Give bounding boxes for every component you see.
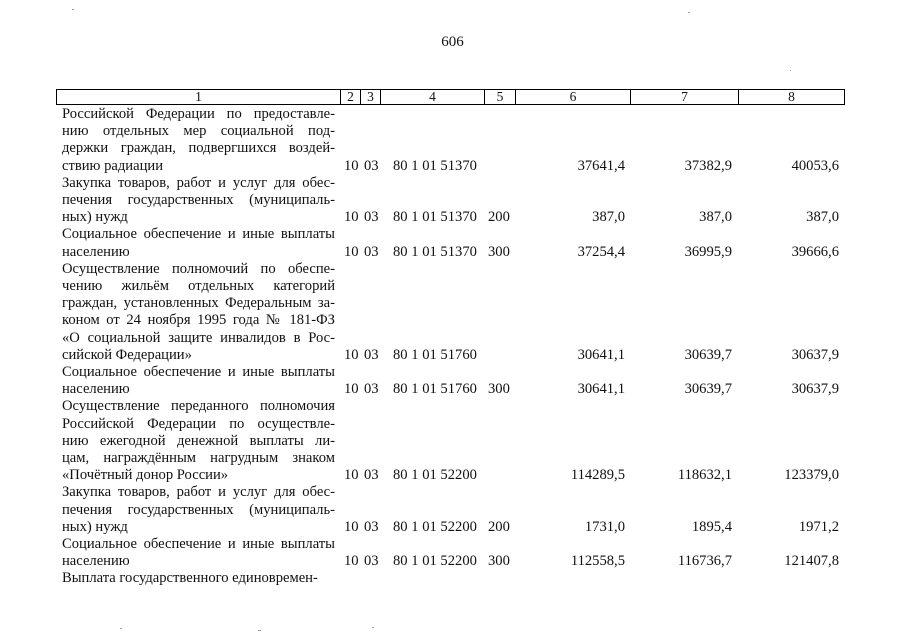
cell-v7: 118632,1: [677, 467, 732, 484]
cell-pr: 03: [364, 518, 379, 535]
cell-pr: 03: [364, 157, 379, 174]
cell-v6: 30641,1: [577, 346, 625, 363]
cell-v6: 37641,4: [577, 157, 625, 174]
header-cell-4: 4: [381, 90, 485, 104]
cell-rz: 10: [344, 157, 359, 174]
cell-rz: 10: [344, 381, 359, 398]
cell-v7: 36995,9: [684, 243, 732, 260]
row-description: [62, 106, 335, 175]
row-description: [62, 364, 335, 398]
cell-v6: 37254,4: [577, 243, 625, 260]
cell-v7: 30639,7: [684, 381, 732, 398]
row-description-line: Осуществление полномочий по обеспе-: [62, 260, 335, 277]
header-cell-5: 5: [485, 90, 516, 104]
cell-csr: 80 1 01 51370: [393, 157, 477, 174]
row-description-line: Российской Федерации по осуществле-: [62, 415, 335, 432]
row-description-line: ствию радиации: [62, 157, 164, 174]
row-description: [62, 398, 335, 484]
cell-v7: 30639,7: [684, 346, 732, 363]
cell-v8: 123379,0: [784, 467, 839, 484]
cell-v8: 121407,8: [784, 553, 839, 570]
row-description: [62, 226, 335, 260]
cell-csr: 80 1 01 52200: [393, 553, 477, 570]
cell-v8: 39666,6: [791, 243, 839, 260]
cell-pr: 03: [364, 467, 379, 484]
cell-vr: 200: [488, 209, 510, 226]
cell-rz: 10: [344, 209, 359, 226]
cell-rz: 10: [344, 553, 359, 570]
row-description-line: населению: [62, 381, 130, 398]
cell-v8: 387,0: [806, 209, 839, 226]
cell-v6: 114289,5: [570, 467, 625, 484]
row-description-line: Социальное обеспечение и иные выплаты: [62, 536, 335, 552]
cell-pr: 03: [364, 243, 379, 260]
row-description-line: Закупка товаров, работ и услуг для обес-: [62, 484, 335, 501]
cell-v6: 112558,5: [570, 553, 625, 570]
row-description-line: Осуществление переданного полномочия: [62, 398, 335, 415]
cell-vr: 200: [488, 518, 510, 535]
row-description: [62, 175, 335, 227]
cell-v8: 1971,2: [798, 518, 839, 535]
header-cell-7: 7: [631, 90, 739, 104]
row-description-line: чению жильём отдельных категорий: [62, 277, 335, 294]
cell-v6: 387,0: [592, 209, 625, 226]
page-number: 606: [441, 34, 464, 50]
row-description-line: ных) нужд: [62, 518, 128, 535]
row-description-line: коном от 24 ноября 1995 года № 181-ФЗ: [62, 312, 335, 329]
header-cell-8: 8: [788, 89, 795, 104]
cell-v7: 116736,7: [677, 553, 732, 570]
cell-v7: 1895,4: [691, 518, 732, 535]
cell-pr: 03: [364, 553, 379, 570]
row-description-line: граждан, установленных Федеральным за-: [62, 295, 335, 312]
cell-v8: 30637,9: [791, 381, 839, 398]
row-description: [62, 261, 335, 364]
cell-pr: 03: [364, 209, 379, 226]
header-cell-2: 2: [341, 90, 361, 104]
cell-vr: 300: [488, 553, 510, 570]
cell-v7: 387,0: [699, 209, 732, 226]
cell-v8: 40053,6: [791, 157, 839, 174]
row-description-line: «О социальной защите инвалидов в Рос-: [62, 329, 335, 346]
row-description-line: Российской Федерации по предоставле-: [62, 106, 335, 122]
cell-csr: 80 1 01 52200: [393, 467, 477, 484]
row-description-line: населению: [62, 553, 130, 570]
row-description-line: нию ежегодной денежной выплаты ли-: [62, 432, 335, 449]
cell-rz: 10: [344, 467, 359, 484]
cell-rz: 10: [344, 243, 359, 260]
row-description-line: цам, награждённым нагрудным знаком: [62, 449, 335, 466]
row-description-line: держки граждан, подвергшихся воздей-: [62, 140, 335, 157]
row-description-line: Выплата государственного единовремен-: [62, 570, 318, 587]
header-cell-3: 3: [361, 90, 381, 104]
row-description-line: Социальное обеспечение и иные выплаты: [62, 226, 335, 243]
header-cell-6: 6: [516, 90, 631, 104]
cell-v6: 30641,1: [577, 381, 625, 398]
row-description-line: печения государственных (муниципаль-: [62, 191, 335, 208]
row-description-line: сийской Федерации»: [62, 346, 192, 363]
cell-csr: 80 1 01 51760: [393, 381, 477, 398]
row-description: [62, 570, 335, 587]
row-description: [62, 484, 335, 536]
row-description-line: нию отдельных мер социальной под-: [62, 123, 335, 140]
cell-vr: 300: [488, 243, 510, 260]
cell-v7: 37382,9: [684, 157, 732, 174]
cell-v8: 30637,9: [791, 346, 839, 363]
row-description: [62, 536, 335, 570]
header-cell-1: 1: [57, 90, 341, 104]
cell-v6: 1731,0: [584, 518, 625, 535]
row-description-line: Закупка товаров, работ и услуг для обес-: [62, 174, 335, 191]
cell-vr: 300: [488, 381, 510, 398]
row-description-line: ных) нужд: [62, 209, 128, 226]
row-description-line: печения государственных (муниципаль-: [62, 501, 335, 518]
cell-csr: 80 1 01 51760: [393, 346, 477, 363]
cell-pr: 03: [364, 381, 379, 398]
row-description-line: «Почётный донор России»: [62, 467, 229, 484]
row-description-line: Социальное обеспечение и иные выплаты: [62, 364, 335, 380]
cell-csr: 80 1 01 52200: [393, 518, 477, 535]
cell-rz: 10: [344, 346, 359, 363]
row-description-line: населению: [62, 243, 130, 260]
cell-csr: 80 1 01 51370: [393, 209, 477, 226]
cell-pr: 03: [364, 346, 379, 363]
cell-rz: 10: [344, 518, 359, 535]
cell-csr: 80 1 01 51370: [393, 243, 477, 260]
